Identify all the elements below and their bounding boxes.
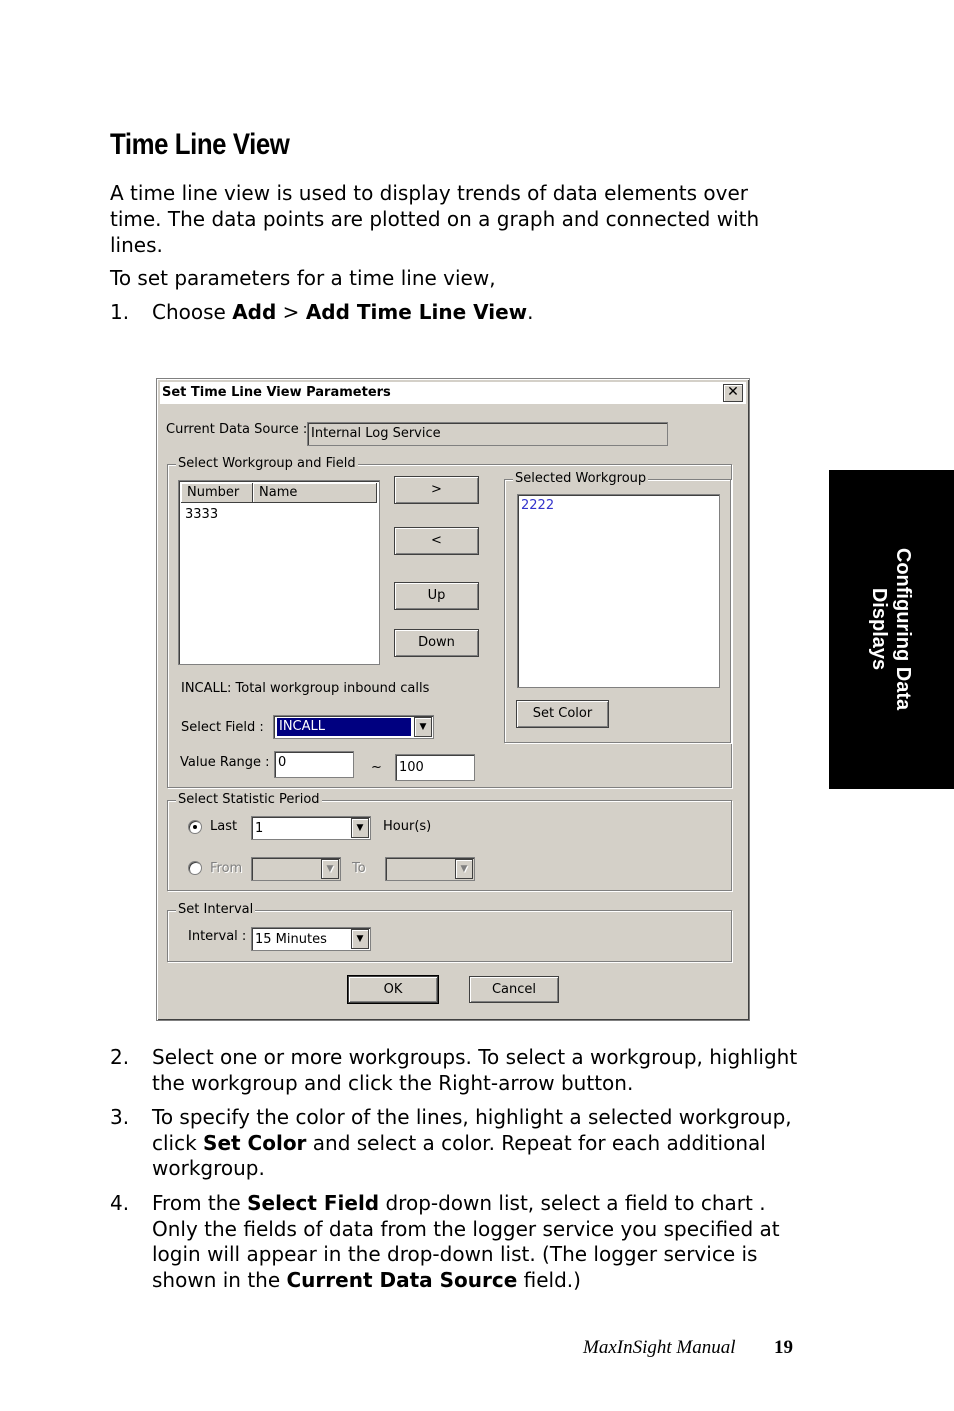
- move-down-button[interactable]: Down: [394, 629, 479, 657]
- step-2: [110, 1045, 800, 1097]
- last-value-dropdown[interactable]: [251, 816, 371, 840]
- selected-workgroup-list[interactable]: [517, 494, 720, 688]
- last-value: 1: [255, 821, 264, 836]
- from-radio[interactable]: [188, 861, 202, 875]
- step-text: To specify the color of the lines, highlight a selected workgroup, click Set Color and select a color. Repeat for each additional workgroup.: [152, 1105, 792, 1180]
- to-label: To: [352, 861, 366, 876]
- radio-selected-dot: [193, 825, 197, 829]
- workgroup-group-label: Select Workgroup and Field: [178, 456, 356, 471]
- move-up-button[interactable]: Up: [394, 582, 479, 610]
- step-1: [110, 300, 800, 326]
- section-heading: Time Line View: [110, 128, 290, 161]
- dialog-titlebar: [160, 382, 746, 404]
- to-dropdown[interactable]: [385, 857, 475, 881]
- current-source-label: Current Data Source :: [166, 422, 308, 437]
- statistic-period-label: Select Statistic Period: [178, 792, 320, 807]
- dialog-title: Set Time Line View Parameters: [162, 385, 391, 400]
- from-label: From: [210, 861, 243, 876]
- chapter-tab-label: Configuring Data Displays: [868, 547, 914, 711]
- set-color-button[interactable]: Set Color: [516, 700, 609, 728]
- step-3: [110, 1105, 800, 1183]
- step-text: Choose Add > Add Time Line View.: [152, 300, 534, 324]
- last-radio[interactable]: [188, 820, 202, 834]
- current-source-field: Internal Log Service: [307, 422, 668, 446]
- from-dropdown[interactable]: [251, 857, 341, 881]
- intro-paragraph: A time line view is used to display trends of data elements over time. The data points are plotted on a graph and connected with lines.: [110, 181, 760, 257]
- chevron-down-icon[interactable]: ▼: [414, 717, 432, 737]
- column-header-name[interactable]: Name: [253, 483, 377, 503]
- chevron-down-icon[interactable]: ▼: [455, 859, 473, 879]
- interval-group-label: Set Interval: [178, 902, 254, 917]
- move-left-button[interactable]: <: [394, 527, 479, 555]
- chapter-side-tab: [829, 470, 954, 789]
- interval-label: Interval :: [188, 929, 247, 944]
- ok-button[interactable]: OK: [348, 976, 438, 1003]
- step-number: 1.: [110, 300, 130, 324]
- list-item[interactable]: 3333: [185, 507, 219, 522]
- chevron-down-icon[interactable]: ▼: [351, 818, 369, 838]
- step-text: Select one or more workgroups. To select a workgroup, highlight the workgroup and click the Right-arrow button.: [152, 1045, 798, 1095]
- last-label: Last: [210, 819, 238, 834]
- select-field-dropdown[interactable]: [273, 715, 434, 739]
- workgroup-list[interactable]: [178, 480, 380, 665]
- value-min-input[interactable]: 0: [274, 751, 354, 778]
- footer-manual-name: MaxInSight Manual: [583, 1337, 736, 1358]
- footer-page-number: 19: [774, 1337, 793, 1358]
- move-right-button[interactable]: >: [394, 476, 479, 504]
- step-number: 3.: [110, 1105, 130, 1129]
- close-icon[interactable]: ✕: [723, 384, 743, 402]
- select-field-label: Select Field :: [181, 720, 264, 735]
- hours-label: Hour(s): [383, 819, 432, 834]
- interval-value: 15 Minutes: [255, 932, 327, 947]
- column-header-number[interactable]: Number: [181, 483, 253, 503]
- selected-list-item[interactable]: 2222: [521, 498, 555, 513]
- value-max-input[interactable]: 100: [395, 754, 475, 781]
- step-4: [110, 1191, 800, 1295]
- time-line-view-dialog: [156, 378, 750, 1021]
- set-params-paragraph: To set parameters for a time line view,: [110, 266, 496, 290]
- value-range-label: Value Range :: [180, 755, 270, 770]
- step-text: From the Select Field drop-down list, select a field to chart . Only the fields of data from the logger service you specified at login will appear in the drop-down list. (The logger service is shown in the Current Data Source field.): [152, 1191, 780, 1292]
- cancel-button[interactable]: Cancel: [469, 976, 559, 1003]
- selected-workgroup-label: Selected Workgroup: [515, 471, 647, 486]
- range-separator: ~: [371, 760, 382, 775]
- chevron-down-icon[interactable]: ▼: [351, 929, 369, 949]
- chevron-down-icon[interactable]: ▼: [321, 859, 339, 879]
- step-number: 2.: [110, 1045, 130, 1069]
- field-description: INCALL: Total workgroup inbound calls: [181, 681, 430, 696]
- interval-dropdown[interactable]: [251, 927, 371, 951]
- select-field-value: INCALL: [277, 718, 411, 736]
- step-number: 4.: [110, 1191, 130, 1215]
